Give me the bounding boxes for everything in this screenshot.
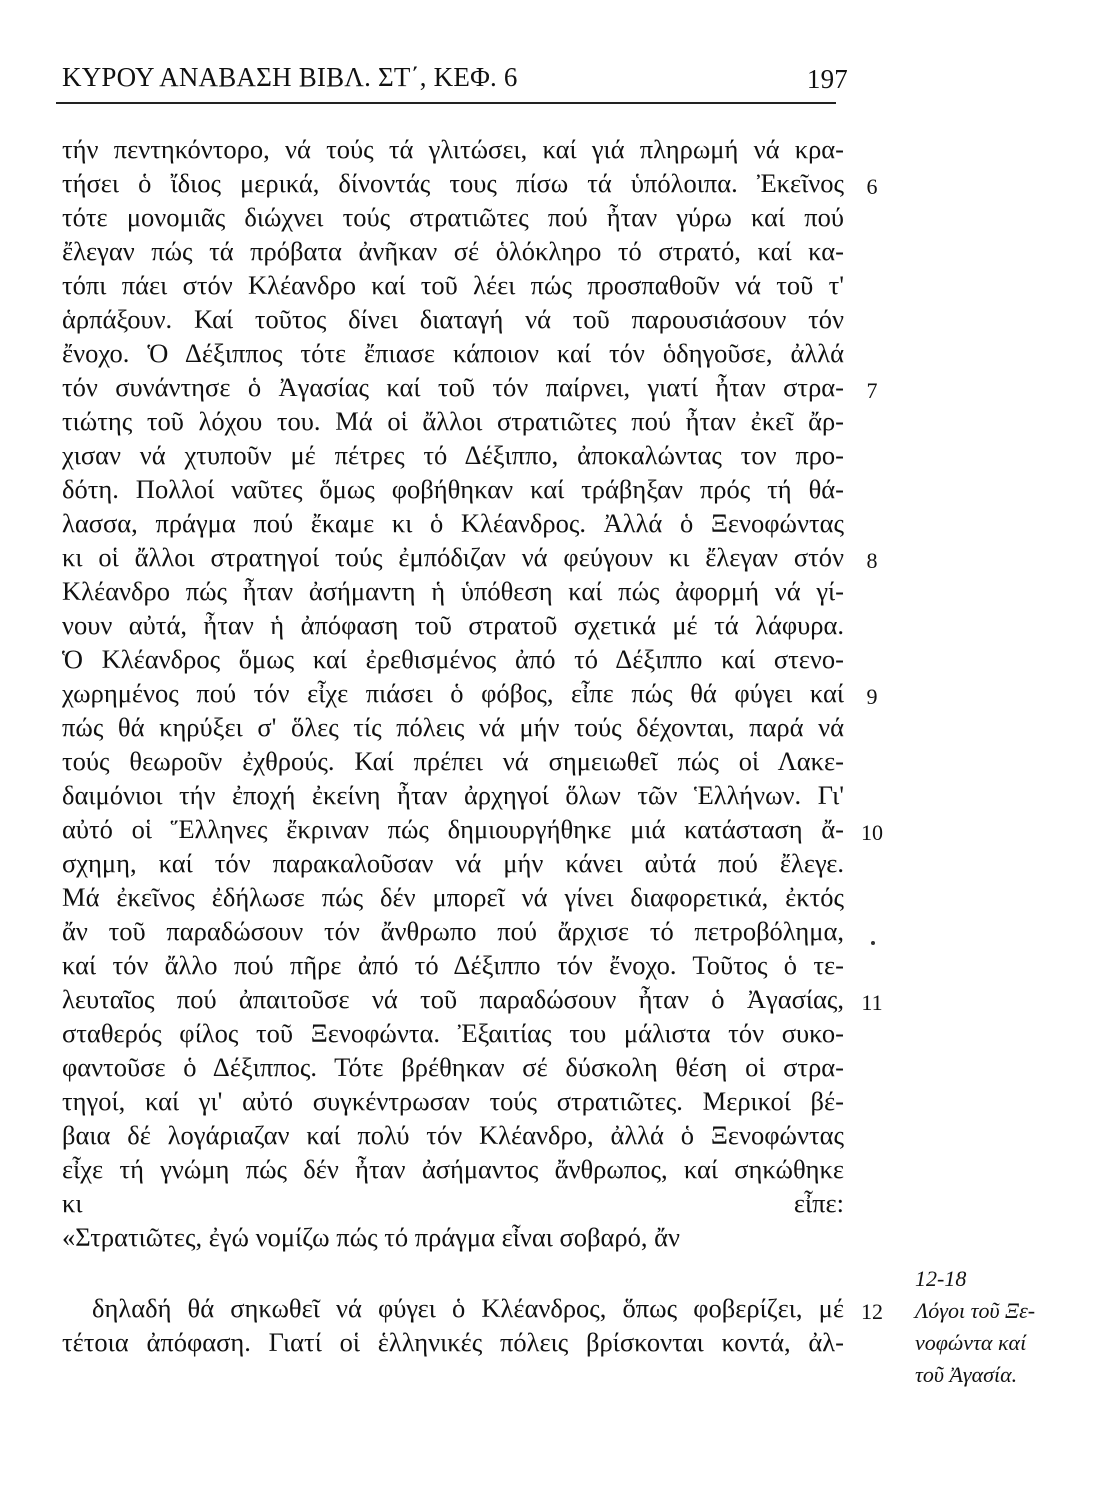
margin-note-range: 12-18 <box>915 1266 967 1291</box>
speech-first-line: δηλαδή θά σηκωθεῖ νά φύγει ὁ Κλέανδρος, ὅπως φοβερίζει, μέ <box>92 1293 844 1323</box>
running-title: ΚΥΡΟΥ ΑΝΑΒΑΣΗ ΒΙΒΛ. ΣΤ΄, ΚΕΦ. 6 <box>62 62 518 92</box>
text-line: νουν αὐτά, ἦταν ἡ ἀπόφαση τοῦ στρατοῦ σχετικά μέ τά λάφυρα. <box>62 610 844 640</box>
section-number: 11 <box>861 990 883 1015</box>
text-line: τέτοια ἀπόφαση. Γιατί οἱ ἑλληνικές πόλεις βρίσκονται κοντά, ἀλ- <box>62 1327 844 1357</box>
text-line: δαιμόνιοι τήν ἐποχή ἐκείνη ἦταν ἀρχηγοί ὅλων τῶν Ἑλλήνων. Γι' <box>62 780 844 810</box>
text-line: τόν συνάντησε ὁ Ἀγασίας καί τοῦ τόν παίρνει, γιατί ἦταν στρα- <box>62 372 844 402</box>
margin-note-line: Λόγοι τοῦ Ξε- <box>915 1298 1036 1323</box>
text-line: βαια δέ λογάριαζαν καί πολύ τόν Κλέανδρο, ἀλλά ὁ Ξενοφώντας <box>62 1120 844 1150</box>
text-line: χωρημένος πού τόν εἶχε πιάσει ὁ φόβος, εἶπε πώς θά φύγει καί <box>62 678 844 708</box>
text-line: λευταῖος πού ἀπαιτοῦσε νά τοῦ παραδώσουν ἦταν ὁ Ἀγασίας, <box>62 984 844 1014</box>
running-head <box>62 62 848 102</box>
text-line: τήσει ὁ ἴδιος μερικά, δίνοντάς τους πίσω τά ὑπόλοιπα. Ἐκεῖνος <box>62 168 844 198</box>
text-line: πώς θά κηρύξει σ' ὅλες τίς πόλεις νά μήν τούς δέχονται, παρά νά <box>62 712 844 742</box>
page-number: 197 <box>806 64 848 94</box>
text-line: εἶχε τή γνώμη πώς δέν ἦταν ἀσήμαντος ἄνθρωπος, καί σηκώθηκε <box>62 1154 844 1184</box>
section-number: 8 <box>866 548 878 573</box>
text-line: Μά ἐκεῖνος ἐδήλωσε πώς δέν μπορεῖ νά γίνει διαφορετικά, ἐκτός <box>62 882 844 912</box>
text-line: τηγοί, καί γι' αὐτό συγκέντρωσαν τούς στρατιῶτες. Μερικοί βέ- <box>62 1086 844 1116</box>
section-number: 12 <box>861 1299 883 1324</box>
text-line: χισαν νά χτυποῦν μέ πέτρες τό Δέξιππο, ἀποκαλώντας τον προ- <box>62 440 844 470</box>
text-line: «Στρατιῶτες, ἐγώ νομίζω πώς τό πράγμα εἶναι σοβαρό, ἄν <box>62 1222 681 1252</box>
text-line: ἁρπάξουν. Καί τοῦτος δίνει διαταγή νά τοῦ παρουσιάσουν τόν <box>62 304 844 334</box>
text-line: τιώτης τοῦ λόχου του. Μά οἱ ἄλλοι στρατιῶτες πού ἦταν ἐκεῖ ἄρ- <box>62 406 844 436</box>
text-line: Κλέανδρο πώς ἦταν ἀσήμαντη ἡ ὑπόθεση καί πώς ἀφορμή νά γί- <box>62 576 844 606</box>
section-number: 9 <box>866 684 878 709</box>
section-number: 7 <box>866 378 878 403</box>
text-line: τούς θεωροῦν ἐχθρούς. Καί πρέπει νά σημειωθεῖ πώς οἱ Λακε- <box>62 746 844 776</box>
text-line: σχημη, καί τόν παρακαλοῦσαν νά μήν κάνει αὐτά πού ἔλεγε. <box>62 848 844 878</box>
text-line: σταθερός φίλος τοῦ Ξενοφώντα. Ἐξαιτίας του μάλιστα τόν συκο- <box>62 1018 844 1048</box>
text-line: ἔλεγαν πώς τά πρόβατα ἀνῆκαν σέ ὁλόκληρο τό στρατό, καί κα- <box>62 236 844 266</box>
margin-note-line: νοφώντα καί <box>915 1330 1027 1355</box>
text-line: λασσα, πράγμα πού ἔκαμε κι ὁ Κλέανδρος. Ἀλλά ὁ Ξενοφώντας <box>62 508 844 538</box>
header-rule <box>56 102 836 104</box>
margin-note-line: τοῦ Ἀγασία. <box>915 1362 1018 1387</box>
text-line: τόπι πάει στόν Κλέανδρο καί τοῦ λέει πώς προσπαθοῦν νά τοῦ τ' <box>62 270 844 300</box>
text-line: ἄν τοῦ παραδώσουν τόν ἄνθρωπο πού ἄρχισε τό πετροβόλημα, <box>62 916 844 946</box>
text-line: κι εἶπε: <box>62 1188 844 1218</box>
text-line: Ὁ Κλέανδρος ὅμως καί ἐρεθισμένος ἀπό τό Δέξιππο καί στενο- <box>62 644 844 674</box>
text-line: καί τόν ἄλλο πού πῆρε ἀπό τό Δέξιππο τόν ἔνοχο. Τοῦτος ὁ τε- <box>62 950 844 980</box>
text-line: αὐτό οἱ Ἕλληνες ἔκριναν πώς δημιουργήθηκε μιά κατάσταση ἄ- <box>62 814 844 844</box>
section-number: 10 <box>861 820 883 845</box>
text-line: τότε μονομιᾶς διώχνει τούς στρατιῶτες πού ἦταν γύρω καί πού <box>62 202 844 232</box>
text-line: τήν πεντηκόντορο, νά τούς τά γλιτώσει, καί γιά πληρωμή νά κρα- <box>62 134 844 164</box>
text-line: κι οἱ ἄλλοι στρατηγοί τούς ἐμπόδιζαν νά φεύγουν κι ἔλεγαν στόν <box>62 542 844 572</box>
text-line: ἔνοχο. Ὁ Δέξιππος τότε ἔπιασε κάποιον καί τόν ὁδηγοῦσε, ἀλλά <box>62 338 844 368</box>
margin-dot <box>871 941 875 945</box>
text-line: δότη. Πολλοί ναῦτες ὅμως φοβήθηκαν καί τράβηξαν πρός τή θά- <box>62 474 844 504</box>
text-line: φαντοῦσε ὁ Δέξιππος. Τότε βρέθηκαν σέ δύσκολη θέση οἱ στρα- <box>62 1052 844 1082</box>
section-number: 6 <box>866 174 878 199</box>
